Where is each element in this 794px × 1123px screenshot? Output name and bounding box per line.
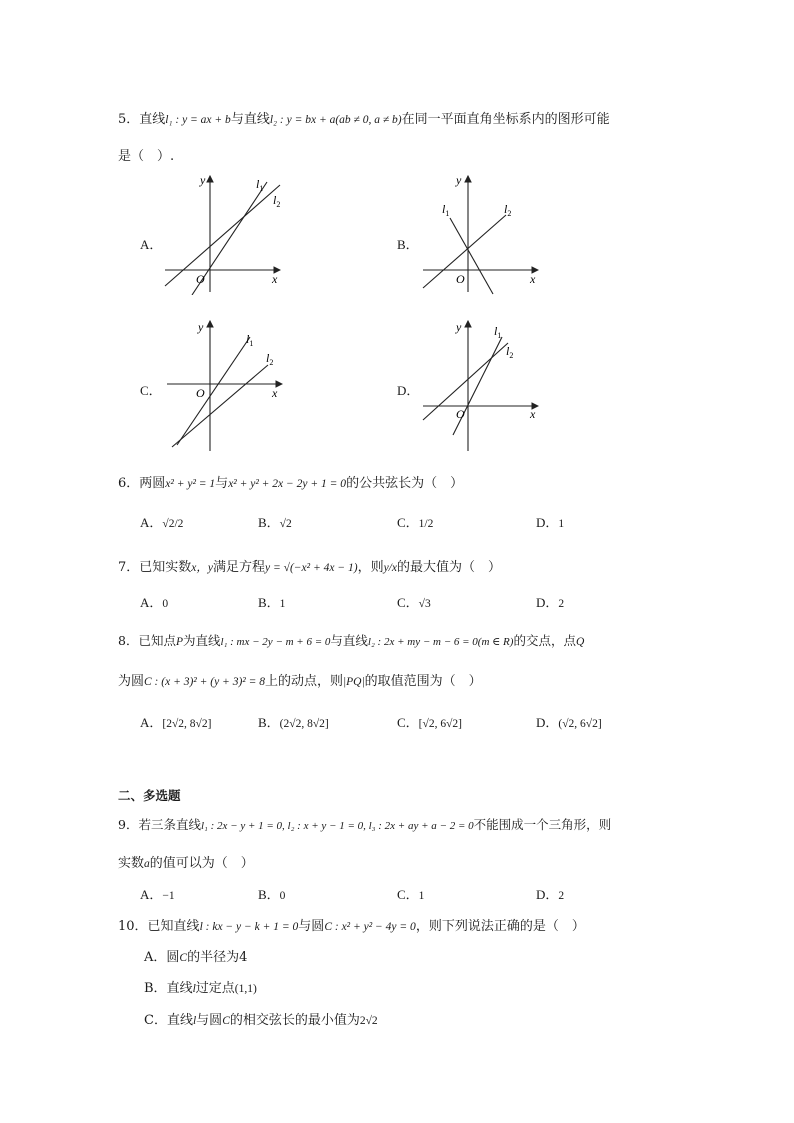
graph-b <box>418 170 548 295</box>
q7-option-a[interactable]: A．0 <box>140 595 169 610</box>
q9-option-a[interactable]: A．−1 <box>140 887 175 902</box>
graph-d <box>418 315 548 455</box>
graph-b-label: B． <box>397 237 419 252</box>
q7-text: 7．已知实数x，y满足方程y = √(−x² + 4x − 1)，则y/x的最大值为（ ） <box>118 560 501 575</box>
graph-a-label: A． <box>140 237 163 252</box>
q10-text: 10．已知直线l : kx − y − k + 1 = 0与圆C : x² + y² − 4y = 0，则下列说法正确的是（ ） <box>118 919 585 934</box>
x-label: x <box>530 272 536 286</box>
graph-d-label: D． <box>397 383 420 398</box>
q9-line2: 实数a的值可以为（ ） <box>118 856 254 871</box>
l1-label: $l_1$ <box>494 324 502 340</box>
q9-line1: 9．若三条直线l₁ : 2x − y + 1 = 0, l₂ : x + y − 1 = 0, l₃ : 2x + ay + a − 2 = 0不能围成一个三角形，则 <box>118 817 612 832</box>
l2-label: $l_2$ <box>266 351 274 367</box>
x-label: x <box>530 407 536 421</box>
l1-label: $l_1$ <box>246 332 254 348</box>
q10-option-b[interactable]: B．直线l过定点(1,1) <box>144 981 257 996</box>
q8-line1: 8．已知点P为直线l₁ : mx − 2y − m + 6 = 0与直线l₂ : 2x + my − m − 6 = 0(m ∈ R)的交点，点Q <box>118 633 585 648</box>
q8-option-c[interactable]: C．[√2, 6√2] <box>397 715 462 730</box>
q7-option-b[interactable]: B．1 <box>258 595 286 610</box>
l2-label: $l_2$ <box>504 202 512 218</box>
q7-option-c[interactable]: C．√3 <box>397 595 431 610</box>
q5-line1: 5．直线l₁ : y = ax + b与直线l₂ : y = bx + a(ab ≠ 0, a ≠ b)在同一平面直角坐标系内的图形可能 <box>118 112 610 127</box>
q6-option-b[interactable]: B．√2 <box>258 515 292 530</box>
q8-option-d[interactable]: D．(√2, 6√2] <box>536 715 602 730</box>
q10-option-c[interactable]: C．直线l与圆C的相交弦长的最小值为2√2 <box>144 1013 378 1028</box>
graph-c-label: C． <box>140 383 162 398</box>
q8-option-b[interactable]: B．(2√2, 8√2] <box>258 715 329 730</box>
l1-label: $l_1$ <box>442 202 450 218</box>
l2-label: $l_2$ <box>273 193 281 209</box>
origin-label: O <box>456 272 465 286</box>
line-l2 <box>423 343 508 420</box>
line-l1 <box>177 337 250 445</box>
y-label: y <box>456 173 462 187</box>
y-label: y <box>198 320 204 334</box>
y-label: y <box>456 320 462 334</box>
x-label: x <box>272 272 278 286</box>
q9-option-c[interactable]: C．1 <box>397 887 425 902</box>
graph-a <box>160 170 290 295</box>
line-l2 <box>165 185 280 286</box>
q6-option-c[interactable]: C．1/2 <box>397 515 434 530</box>
q5-line2: 是（ ）. <box>118 149 175 164</box>
q9-option-d[interactable]: D．2 <box>536 887 565 902</box>
x-label: x <box>272 386 278 400</box>
q8-option-a[interactable]: A．[2√2, 8√2] <box>140 715 212 730</box>
origin-label: O <box>196 272 205 286</box>
origin-label: O <box>196 386 205 400</box>
q9-option-b[interactable]: B．0 <box>258 887 286 902</box>
origin-label: O <box>456 407 465 421</box>
l1-label: $l_1$ <box>256 177 264 193</box>
q10-option-a[interactable]: A．圆C的半径为4 <box>144 950 248 965</box>
l2-label: $l_2$ <box>506 344 514 360</box>
q6-text: 6．两圆x² + y² = 1与x² + y² + 2x − 2y + 1 = 0的公共弦长为（ ） <box>118 476 464 491</box>
q7-option-d[interactable]: D．2 <box>536 595 565 610</box>
y-label: y <box>200 173 206 187</box>
q6-option-d[interactable]: D．1 <box>536 515 565 530</box>
q8-line2: 为圆C : (x + 3)² + (y + 3)² = 8上的动点，则|PQ|的取值范围为（ ） <box>118 674 482 689</box>
q6-option-a[interactable]: A．√2/2 <box>140 515 184 530</box>
section-heading-multi-choice: 二、多选题 <box>118 788 181 803</box>
line-l2 <box>172 365 268 447</box>
graph-c <box>162 315 292 455</box>
